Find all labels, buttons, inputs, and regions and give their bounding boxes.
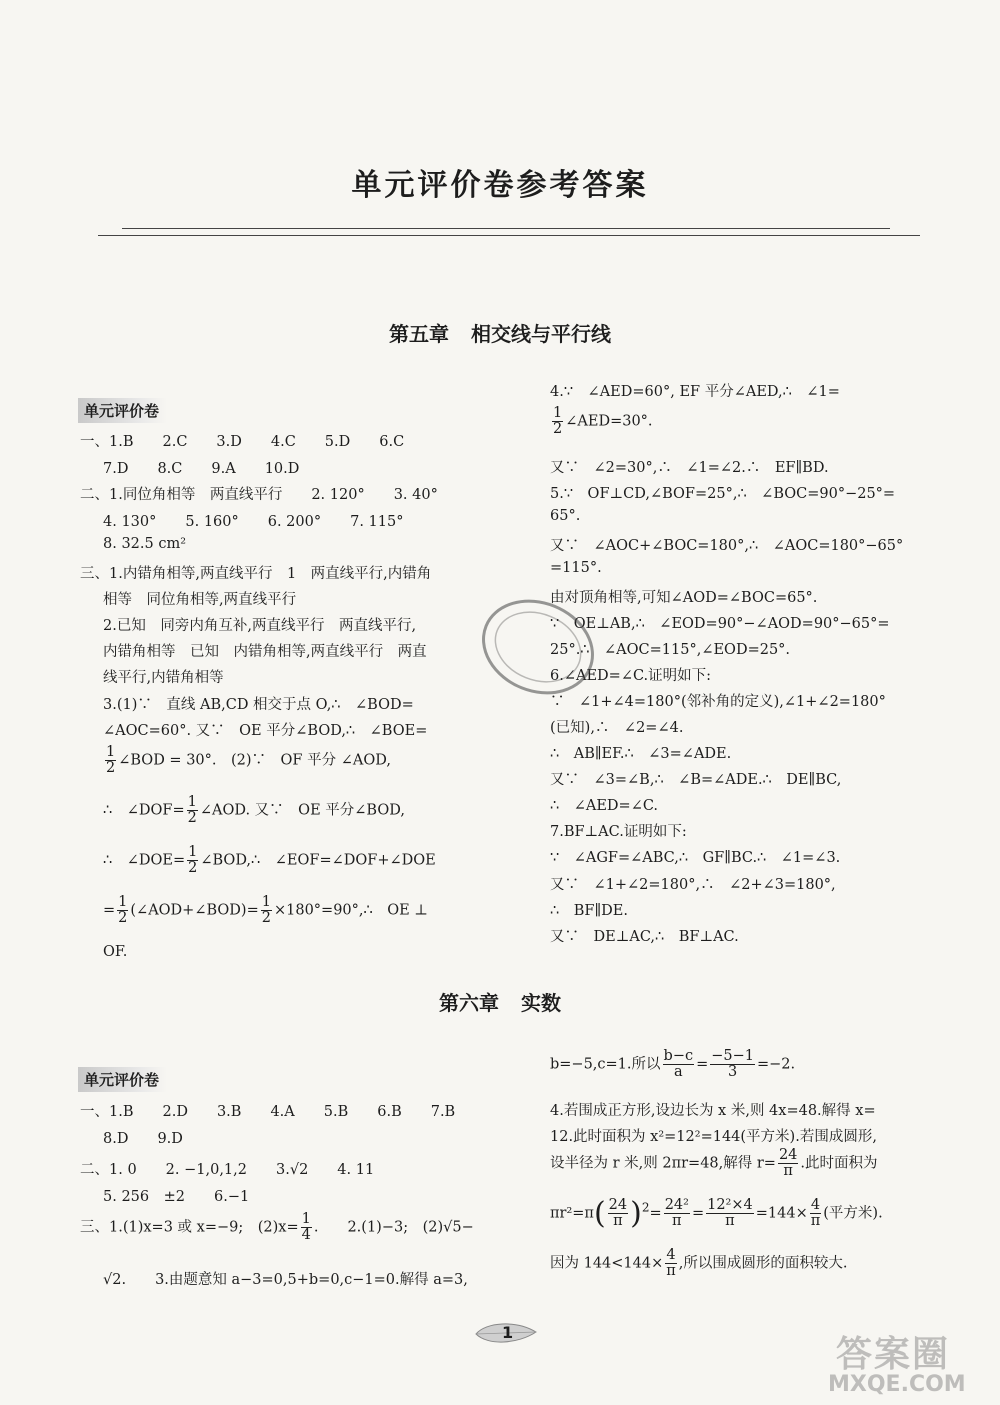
c5-left-line: 3.(1)∵ 直线 AB,CD 相交于点 O,∴ ∠BOD= bbox=[103, 697, 414, 713]
c5-left-line: 二、1.同位角相等 两直线平行 2. 120° 3. 40° bbox=[80, 487, 438, 503]
fraction: $\frac{4}{\pi}$ bbox=[666, 1247, 676, 1280]
chapter-6-badge: 单元评价卷 bbox=[78, 1067, 167, 1092]
c5-left-line-frac: = $\frac{1}{2}$ (∠AOD+∠BOD)= $\frac{1}{2}$ ×180°=90°,∴ OE ⊥ bbox=[103, 894, 428, 927]
c5-right-line: 又∵ ∠1+∠2=180°,∴ ∠2+∠3=180°, bbox=[550, 877, 836, 893]
c5-left-line: 内错角相等 已知 内错角相等,两直线平行 两直 bbox=[103, 644, 427, 660]
fraction: $\frac{1}{2}$ bbox=[553, 405, 563, 438]
chapter-6-heading bbox=[0, 987, 1000, 1016]
fraction: $\frac{\text{12²×4}}{\pi}$ bbox=[707, 1196, 753, 1229]
fraction: $\frac{-5-1}{3}$ bbox=[711, 1048, 754, 1081]
fraction: $\frac{1}{2}$ bbox=[188, 844, 198, 877]
c6-right-line: 4.若围成正方形,设边长为 x 米,则 4x=48.解得 x= bbox=[550, 1103, 876, 1119]
chapter-6-number: 第六章 bbox=[439, 991, 499, 1015]
c5-right-line: ∵ ∠1+∠4=180°(邻补角的定义),∠1+∠2=180° bbox=[550, 694, 886, 710]
c5-left-line: ∠AOC=60°. 又∵ OE 平分∠BOD,∴ ∠BOE= bbox=[103, 723, 428, 739]
c5-right-line: 又∵ ∠3=∠B,∴ ∠B=∠ADE.∴ DE∥BC, bbox=[550, 772, 842, 788]
fraction: $\frac{1}{4}$ bbox=[301, 1211, 311, 1244]
chapter-5-number: 第五章 bbox=[389, 322, 449, 346]
chapter-6-title: 实数 bbox=[521, 991, 561, 1015]
c5-right-line: 65°. bbox=[550, 508, 581, 524]
fraction: $\frac{\text{24²}}{\pi}$ bbox=[664, 1196, 689, 1229]
book-stamp-icon bbox=[476, 592, 606, 702]
c6-left-line: 二、1. 0 2. −1,0,1,2 3.√2 4. 11 bbox=[80, 1162, 375, 1178]
c6-left-line: 一、1.B 2.D 3.B 4.A 5.B 6.B 7.B bbox=[80, 1104, 456, 1120]
c5-left-line: 4. 130° 5. 160° 6. 200° 7. 115° bbox=[103, 514, 404, 530]
fraction: $\frac{24}{\pi}$ bbox=[608, 1196, 628, 1229]
c5-left-line: 相等 同位角相等,两直线平行 bbox=[103, 592, 297, 608]
title-rule-top bbox=[122, 228, 890, 229]
c5-right-line: ∵ OE⊥AB,∴ ∠EOD=90°−∠AOD=90°−65°= bbox=[550, 616, 890, 632]
fraction: $\frac{1}{2}$ bbox=[187, 794, 197, 827]
c6-right-line-frac: 因为 144<144× $\frac{4}{\pi}$ ,所以围成圆形的面积较大. bbox=[550, 1247, 848, 1280]
c6-left-line-frac: 三、1.(1)x=3 或 x=−9; (2)x= $\frac{1}{4}$ . 2.(1)−3; (2)√5− bbox=[80, 1211, 474, 1244]
c5-right-line: 又∵ DE⊥AC,∴ BF⊥AC. bbox=[550, 929, 739, 945]
c6-left-line: √2. 3.由题意知 a−3=0,5+b=0,c−1=0.解得 a=3, bbox=[103, 1272, 468, 1288]
left-paren: ( bbox=[593, 1196, 606, 1231]
fraction: $\frac{1}{2}$ bbox=[261, 894, 271, 927]
chapter-5-badge: 单元评价卷 bbox=[78, 398, 167, 423]
c5-right-line: 又∵ ∠2=30°,∴ ∠1=∠2.∴ EF∥BD. bbox=[550, 460, 829, 476]
fraction: $\frac{b-c}{a}$ bbox=[663, 1048, 694, 1081]
c6-right-line-frac: 设半径为 r 米,则 2πr=48,解得 r= $\frac{24}{\pi}$ .此时面积为 bbox=[550, 1147, 878, 1180]
c5-right-line: ∴ BF∥DE. bbox=[550, 903, 628, 919]
watermark-url: MXQE.COM bbox=[828, 1372, 966, 1397]
fraction: $\frac{4}{\pi}$ bbox=[810, 1196, 821, 1229]
c5-left-line-frac: ∴ ∠DOE= $\frac{1}{2}$ ∠BOD,∴ ∠EOF=∠DOF+∠DOE bbox=[103, 844, 436, 877]
title-rule-bottom bbox=[98, 235, 920, 236]
c5-right-line: ∴ AB∥EF.∴ ∠3=∠ADE. bbox=[550, 746, 732, 762]
c5-left-line: 一、1.B 2.C 3.D 4.C 5.D 6.C bbox=[80, 434, 405, 450]
c5-left-line: 线平行,内错角相等 bbox=[103, 670, 224, 686]
chapter-5-title: 相交线与平行线 bbox=[471, 322, 611, 346]
c5-left-line: 三、1.内错角相等,两直线平行 1 两直线平行,内错角 bbox=[80, 566, 432, 582]
c6-right-line: 12.此时面积为 x²=12²=144(平方米).若围成圆形, bbox=[550, 1129, 877, 1145]
c5-right-line: (已知),∴ ∠2=∠4. bbox=[550, 720, 684, 736]
c5-right-line: 25°.∴ ∠AOC=115°,∠EOD=25°. bbox=[550, 642, 791, 658]
c5-right-line: 6.∠AED=∠C.证明如下: bbox=[550, 668, 712, 684]
c5-right-line: 4.∵ ∠AED=60°, EF 平分∠AED,∴ ∠1= bbox=[550, 384, 840, 400]
c5-left-line: OF. bbox=[103, 944, 128, 960]
c6-left-line: 8.D 9.D bbox=[103, 1131, 183, 1147]
c5-right-line: =115°. bbox=[550, 560, 602, 576]
c5-left-line-frac: ∴ ∠DOF= $\frac{1}{2}$ ∠AOD. 又∵ OE 平分∠BOD, bbox=[103, 794, 405, 827]
c5-right-line: 由对顶角相等,可知∠AOD=∠BOC=65°. bbox=[550, 590, 818, 606]
chapter-5-heading bbox=[0, 318, 1000, 347]
fraction: $\frac{1}{2}$ bbox=[106, 744, 116, 777]
c5-right-line: 5.∵ OF⊥CD,∠BOF=25°,∴ ∠BOC=90°−25°= bbox=[550, 486, 896, 502]
page-number: 1 bbox=[472, 1318, 542, 1348]
c5-left-line-frac: $\frac{1}{2}$ ∠BOD = 30°. (2)∵ OF 平分 ∠AOD, bbox=[106, 744, 391, 777]
right-paren: ) bbox=[630, 1196, 642, 1231]
watermark-logo: 答案圈 bbox=[836, 1334, 951, 1375]
fraction: $\frac{1}{2}$ bbox=[118, 894, 128, 927]
c6-right-line-frac: πr²=π( $\frac{24}{\pi}$ )$^2$= $\frac{\text{24²}}{\pi}$ = $\frac{\text{12²×4}}{\pi}$ =144× $\frac{4}{\pi}$ (平方米). bbox=[550, 1196, 883, 1231]
c6-right-line-frac: b=−5,c=1.所以 $\frac{b-c}{a}$ = $\frac{-5-1}{3}$ =−2. bbox=[550, 1048, 796, 1081]
c5-left-line: 2.已知 同旁内角互补,两直线平行 两直线平行, bbox=[103, 618, 417, 634]
c5-right-line: 又∵ ∠AOC+∠BOC=180°,∴ ∠AOC=180°−65° bbox=[550, 538, 904, 554]
c5-left-line: 7.D 8.C 9.A 10.D bbox=[103, 461, 300, 477]
fraction: $\frac{24}{\pi}$ bbox=[778, 1147, 798, 1180]
c5-right-line-frac: $\frac{1}{2}$ ∠AED=30°. bbox=[553, 405, 653, 438]
c6-left-line: 5. 256 ±2 6.−1 bbox=[103, 1189, 250, 1205]
c5-right-line: ∴ ∠AED=∠C. bbox=[550, 798, 659, 814]
c5-right-line: ∵ ∠AGF=∠ABC,∴ GF∥BC.∴ ∠1=∠3. bbox=[550, 850, 841, 866]
page-title: 单元评价卷参考答案 bbox=[351, 168, 649, 203]
c5-left-line: 8. 32.5 cm² bbox=[103, 536, 187, 552]
c5-right-line: 7.BF⊥AC.证明如下: bbox=[550, 824, 687, 840]
